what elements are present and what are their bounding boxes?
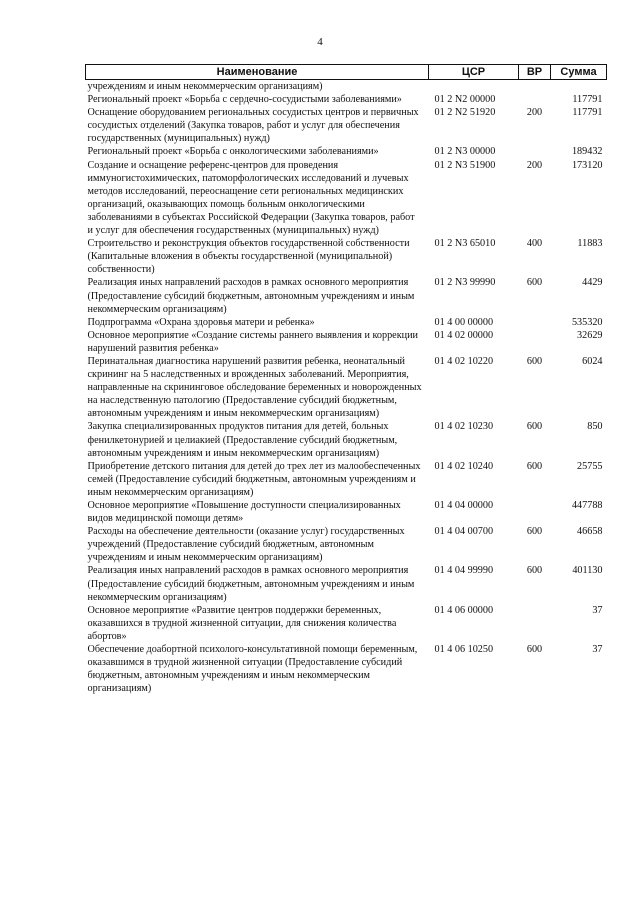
cell-csr: 01 4 04 00000 [434,500,494,511]
cell-name: Реализация иных направлений расходов в рамках основного мероприятия (Предоставление субсидий бюджетным, автономным учреждениям и иным некоммерческим организациям) [87,565,415,603]
table-row [86,80,607,94]
cell-sum: 37 [592,644,603,656]
cell-name: Основное мероприятие «Развитие центров поддержки беременных, оказавшихся в трудной жизненной ситуации, для снижения количества абортов» [87,604,397,642]
table-row [86,145,607,158]
cell-sum: 25755 [577,460,603,472]
cell-name: Основное мероприятие «Повышение доступности специализированных видов медицинской помощи детям» [87,500,401,525]
cell-csr: 01 4 06 10250 [434,644,494,656]
cell-csr: 01 2 N2 51920 [434,107,496,119]
cell-name: учреждениям и иным некоммерческим организациям) [87,81,323,92]
cell-csr: 01 4 02 10220 [434,355,494,367]
cell-vr [519,499,551,525]
header-sum: Сумма [551,65,607,80]
cell-name: Подпрограмма «Охрана здоровья матери и ребенка» [87,316,315,328]
table-row [86,106,607,145]
table-row [86,93,607,106]
cell-vr: 600 [526,421,543,433]
cell-sum [551,80,607,94]
table-row [86,604,607,643]
header-vr: ВР [519,65,551,80]
cell-csr: 01 4 02 10230 [434,421,494,433]
table-row [86,460,607,499]
cell-csr: 01 4 06 00000 [434,604,494,616]
cell-csr: 01 2 N3 51900 [434,159,496,171]
cell-vr [519,93,551,106]
cell-sum: 173120 [571,159,603,171]
cell-vr [519,329,551,355]
cell-sum: 4429 [582,277,603,289]
cell-vr: 600 [526,355,543,367]
cell-sum: 32629 [577,329,603,341]
cell-name: Расходы на обеспечение деятельности (оказание услуг) государственных учреждений (Предоставление субсидий бюджетным, автономным учреждениям и иным некоммерческим организациям) [87,526,405,564]
cell-csr: 01 4 00 00000 [434,316,494,328]
cell-vr: 200 [526,159,543,171]
cell-name: Создание и оснащение референс-центров для проведения иммуногистохимических, патоморфологических исследований и лучевых методов исследований, переоснащение сети региональных медицинских организаций, оказывающих помощь больным онкологическими заболеваниями в субъектах Российской Федерации (Закупка товаров, работ и услуг для обеспечения государственных (муниципальных) нужд) [87,159,415,237]
cell-sum: 535320 [571,316,603,328]
cell-sum: 117791 [572,94,603,106]
table-row [86,564,607,603]
cell-sum: 6024 [582,355,603,367]
table-row [86,499,607,525]
cell-name: Оснащение оборудованием региональных сосудистых центров и первичных сосудистых отделений (Закупка товаров, работ и услуг для обеспечения государственных (муниципальных) нужд) [87,107,419,145]
cell-sum: 11883 [577,238,603,250]
cell-vr [519,80,551,94]
cell-vr: 200 [526,107,543,119]
page-number: 4 [317,36,323,48]
cell-sum: 117791 [572,107,603,119]
header-name: Наименование [86,65,429,80]
cell-vr: 600 [526,460,543,472]
cell-sum: 401130 [572,565,603,577]
cell-name: Строительство и реконструкция объектов государственной собственности (Капитальные вложения в объекты государственной (муниципальной) собственности) [87,238,410,276]
table-row [86,525,607,564]
table-row [86,355,607,420]
cell-sum: 850 [587,421,603,433]
table-header-row [86,65,607,80]
cell-name: Реализация иных направлений расходов в рамках основного мероприятия (Предоставление субсидий бюджетным, автономным учреждениям и иным некоммерческим организациям) [87,277,415,315]
cell-sum: 447788 [571,500,603,511]
table-row [86,316,607,329]
cell-vr: 400 [526,238,543,250]
cell-csr: 01 4 02 00000 [434,329,494,341]
cell-csr: 01 2 N2 00000 [434,94,496,106]
cell-vr: 600 [526,565,543,577]
cell-sum: 189432 [571,146,603,158]
cell-name: Обеспечение доабортной психолого-консультативной помощи беременным, оказавшимся в трудной жизненной ситуации (Предоставление субсидий бюджетным, автономным учреждениям и иным некоммерческим организациям) [87,644,418,695]
cell-name: Закупка специализированных продуктов питания для детей, больных фенилкетонурией и целиакией (Предоставление субсидий бюджетным, автономным учреждениям и иным некоммерческим организациям) [87,421,398,459]
cell-vr: 600 [526,526,543,538]
cell-name: Основное мероприятие «Создание системы раннего выявления и коррекции нарушений развития ребенка» [87,329,418,354]
cell-csr [429,80,519,94]
cell-csr: 01 4 04 99990 [434,565,494,577]
table-row [86,420,607,459]
cell-vr: 600 [526,277,543,289]
cell-vr [519,604,551,643]
cell-name: Региональный проект «Борьба с сердечно-сосудистыми заболеваниями» [87,94,402,106]
cell-csr: 01 4 02 10240 [434,460,494,472]
table-row [86,329,607,355]
table-row [86,237,607,276]
cell-sum: 37 [592,604,603,616]
cell-vr: 600 [526,644,543,656]
table-row [86,159,607,238]
cell-csr: 01 2 N3 99990 [434,277,496,289]
table-body [86,80,607,696]
cell-name: Перинатальная диагностика нарушений развития ребенка, неонатальный скрининг на 5 наследственных и врожденных заболеваний. Мероприятия, направленные на скрининговое обследование беременных и новорожденных на наследственную патологию (Предоставление субсидий бюджетным, автономным учреждениям и иным некоммерческим организациям) [87,355,422,420]
cell-name: Региональный проект «Борьба с онкологическими заболеваниями» [87,146,379,158]
cell-csr: 01 4 04 00700 [434,526,494,538]
budget-table [85,64,607,695]
cell-sum: 46658 [577,526,603,538]
header-csr: ЦСР [429,65,519,80]
cell-csr: 01 2 N3 00000 [434,146,496,158]
cell-name: Приобретение детского питания для детей до трех лет из малообеспеченных семей (Предоставление субсидий бюджетным, автономным учреждениям и иным некоммерческим организациям) [87,460,421,498]
cell-vr [519,316,551,329]
cell-csr: 01 2 N3 65010 [434,238,496,250]
cell-vr [519,145,551,158]
table-row [86,276,607,315]
table-row [86,643,607,695]
